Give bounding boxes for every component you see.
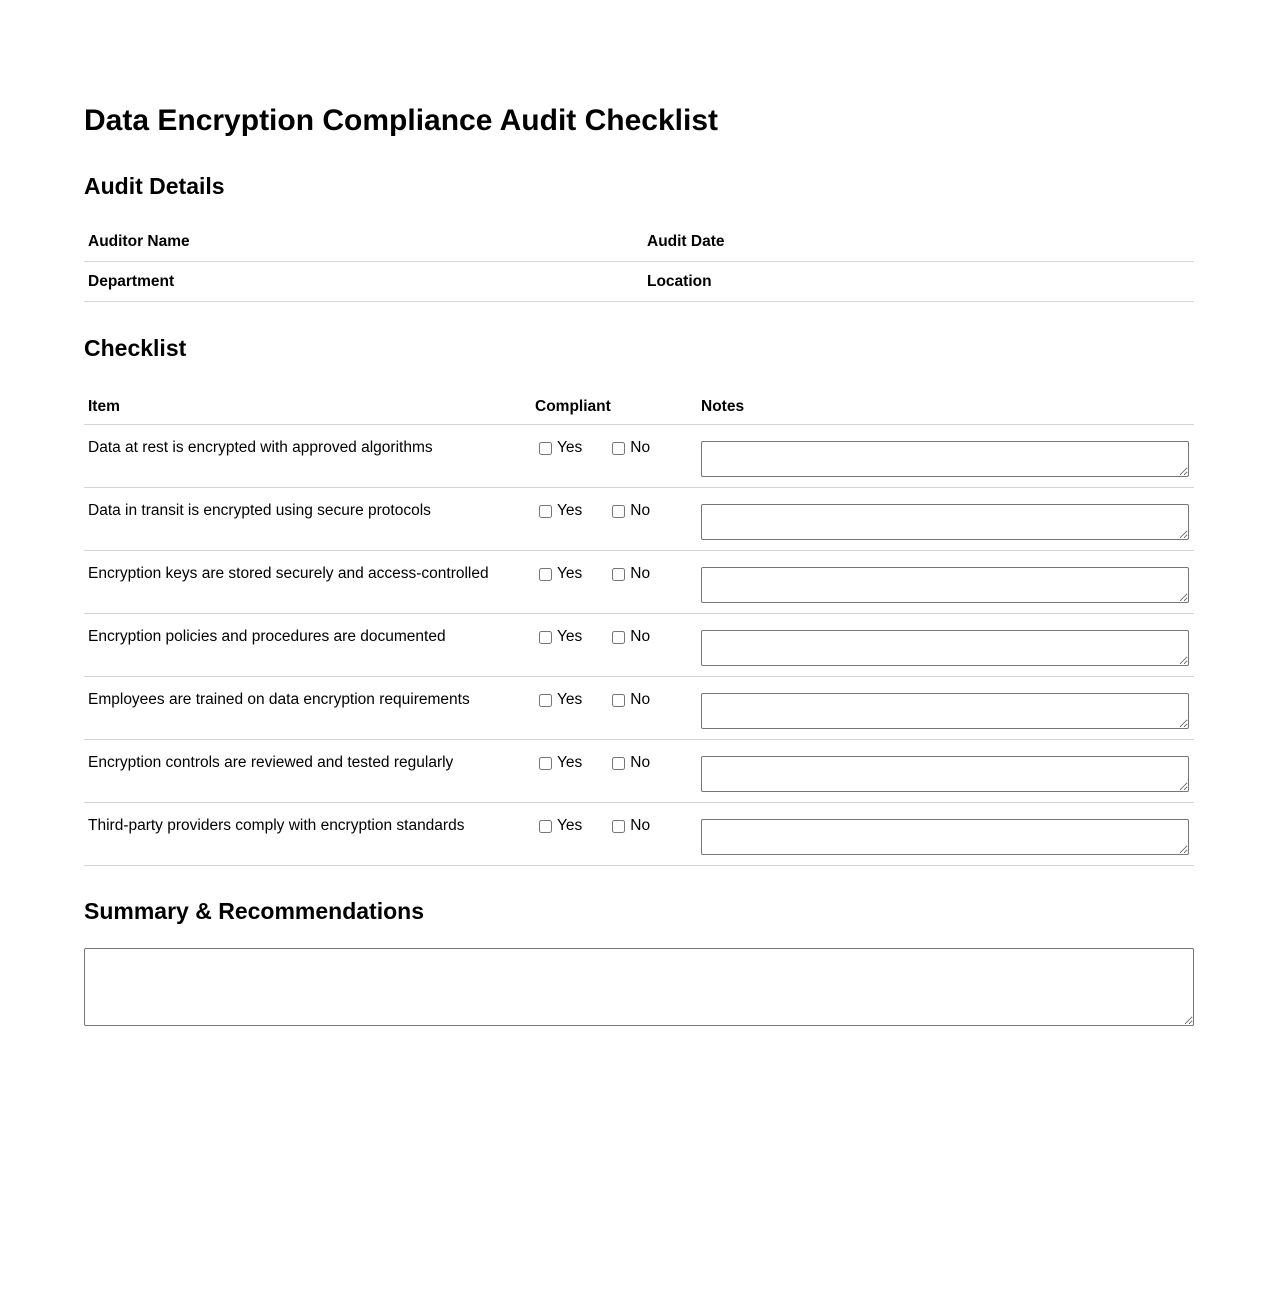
checklist-item-label: Encryption keys are stored securely and access-controlled (88, 565, 489, 583)
yes-choice (539, 439, 582, 457)
no-label: No (630, 502, 651, 520)
checklist-item-label: Third-party providers comply with encryption standards (88, 817, 465, 835)
checklist-row (84, 677, 1194, 740)
compliant-cell (535, 488, 701, 550)
compliant-cell (535, 677, 701, 739)
checklist-row (84, 488, 1194, 551)
no-choice (612, 628, 650, 646)
yes-choice (539, 628, 582, 646)
yes-label: Yes (557, 565, 583, 583)
yes-checkbox[interactable] (539, 505, 552, 518)
location-label: Location (639, 262, 1194, 302)
checklist-item-label: Data at rest is encrypted with approved algorithms (88, 439, 433, 457)
audit-details-heading: Audit Details (84, 172, 225, 199)
notes-cell (701, 488, 1194, 550)
no-label: No (630, 817, 651, 835)
checklist-item-label: Encryption policies and procedures are documented (88, 628, 446, 646)
column-header-compliant: Compliant (535, 398, 611, 416)
yes-checkbox[interactable] (539, 694, 552, 707)
department-label: Department (84, 262, 639, 302)
notes-cell (701, 551, 1194, 613)
yes-checkbox[interactable] (539, 631, 552, 644)
notes-cell (701, 677, 1194, 739)
checklist-item-label: Data in transit is encrypted using secure protocols (88, 502, 431, 520)
audit-date-label: Audit Date (639, 222, 1194, 262)
yes-checkbox[interactable] (539, 442, 552, 455)
yes-choice (539, 502, 582, 520)
column-header-item: Item (88, 398, 120, 416)
checklist-row (84, 803, 1194, 866)
no-checkbox[interactable] (612, 694, 625, 707)
yes-label: Yes (557, 754, 583, 772)
page-title: Data Encryption Compliance Audit Checklist (84, 104, 718, 137)
no-checkbox[interactable] (612, 442, 625, 455)
checklist-item-label: Encryption controls are reviewed and tested regularly (88, 754, 454, 772)
no-label: No (630, 439, 651, 457)
notes-textarea[interactable] (701, 630, 1189, 666)
yes-choice (539, 817, 582, 835)
no-choice (612, 817, 650, 835)
summary-textarea[interactable] (84, 948, 1194, 1026)
yes-checkbox[interactable] (539, 757, 552, 770)
no-choice (612, 502, 650, 520)
no-choice (612, 565, 650, 583)
notes-textarea[interactable] (701, 567, 1189, 603)
checklist-row (84, 614, 1194, 677)
checklist-heading: Checklist (84, 334, 187, 361)
no-label: No (630, 691, 651, 709)
auditor-name-label: Auditor Name (84, 222, 639, 262)
yes-choice (539, 691, 582, 709)
yes-label: Yes (557, 439, 583, 457)
notes-textarea[interactable] (701, 693, 1189, 729)
checklist-item-label: Employees are trained on data encryption requirements (88, 691, 470, 709)
compliant-cell (535, 551, 701, 613)
audit-details-table (84, 222, 1194, 302)
yes-choice (539, 754, 582, 772)
no-label: No (630, 754, 651, 772)
summary-heading: Summary & Recommendations (84, 898, 424, 925)
compliant-cell (535, 740, 701, 802)
no-choice (612, 439, 650, 457)
checklist-row (84, 425, 1194, 488)
yes-checkbox[interactable] (539, 568, 552, 581)
notes-cell (701, 614, 1194, 676)
checklist-header-row (84, 386, 1194, 425)
no-checkbox[interactable] (612, 820, 625, 833)
yes-choice (539, 565, 582, 583)
checklist-row (84, 551, 1194, 614)
no-choice (612, 691, 650, 709)
no-label: No (630, 565, 651, 583)
compliant-cell (535, 803, 701, 865)
no-label: No (630, 628, 651, 646)
yes-label: Yes (557, 628, 583, 646)
notes-cell (701, 425, 1194, 487)
no-choice (612, 754, 650, 772)
no-checkbox[interactable] (612, 757, 625, 770)
checklist-row (84, 740, 1194, 803)
compliant-cell (535, 614, 701, 676)
notes-textarea[interactable] (701, 819, 1189, 855)
compliant-cell (535, 425, 701, 487)
column-header-notes: Notes (701, 398, 745, 416)
yes-label: Yes (557, 502, 583, 520)
notes-cell (701, 740, 1194, 802)
yes-label: Yes (557, 817, 583, 835)
notes-textarea[interactable] (701, 441, 1189, 477)
checklist-table (84, 386, 1194, 866)
no-checkbox[interactable] (612, 568, 625, 581)
yes-label: Yes (557, 691, 583, 709)
yes-checkbox[interactable] (539, 820, 552, 833)
notes-cell (701, 803, 1194, 865)
notes-textarea[interactable] (701, 756, 1189, 792)
no-checkbox[interactable] (612, 505, 625, 518)
notes-textarea[interactable] (701, 504, 1189, 540)
no-checkbox[interactable] (612, 631, 625, 644)
